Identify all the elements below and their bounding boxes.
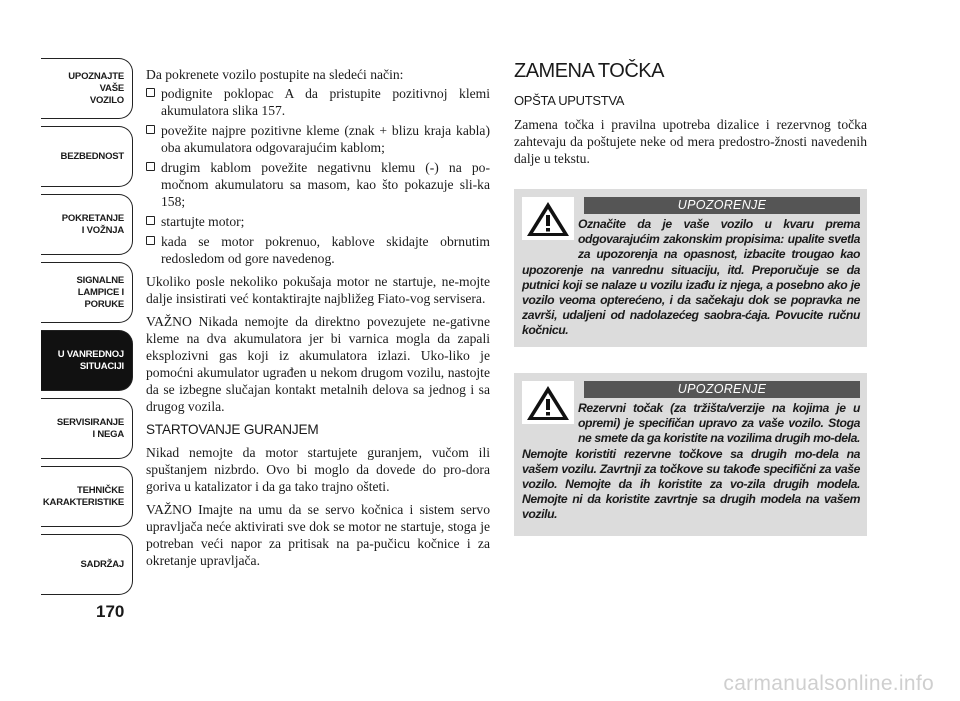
checkbox-bullet-icon	[146, 216, 155, 225]
warning-box	[514, 189, 867, 347]
checkbox-bullet-icon	[146, 162, 155, 171]
warning-triangle-icon	[522, 381, 574, 424]
warning-triangle-icon	[522, 197, 574, 240]
tab-u-vanrednoj-situaciji[interactable]: U VANREDNOJ SITUACIJI	[41, 330, 133, 391]
paragraph-important-battery: VAŽNO Nikada nemojte da direktno povezujete ne-gativne kleme na dva akumulatora jer bi varnica mogla da zapali eksplozivni gas koji iz akumulatora izlazi. Uko-liko je pomoćni akumulator ugrađen u nekom drugom vozilu, nastojte da se izbegne slučajan kontakt metalnih delova sa jednog i sa drugog vozila.	[146, 314, 490, 414]
intro-paragraph: Zamena točka i pravilna upotreba dizalice i rezervnog točka zahtevaju da poštujete neke od mera predostro-žnosti navedenih dalje u tekstu.	[514, 117, 867, 166]
list-item: drugim kablom povežite negativnu klemu (-) na po-močnom akumulatoru sa masom, kao što pokazuje sli-ka 158;	[146, 159, 490, 210]
tab-tehnicke-karakteristike[interactable]: TEHNIČKE KARAKTERISTIKE	[41, 466, 133, 527]
tab-bezbednost[interactable]: BEZBEDNOST	[41, 126, 133, 187]
tab-upoznajte-vase-vozilo[interactable]: UPOZNAJTE VAŠE VOZILO	[41, 58, 133, 119]
paragraph-push-start: Nikad nemojte da motor startujete guranjem, vučom ili spuštanjem nizbrdo. Ovo bi moglo da dovede do pro-dora goriva u katalizator i da ga tako trajno ošteti.	[146, 445, 490, 494]
list-item: povežite najpre pozitivne kleme (znak + blizu kraja kabla) oba akumulatora odgovarajućim kablom;	[146, 122, 490, 156]
right-column	[514, 60, 867, 167]
tab-signalne-lampice[interactable]: SIGNALNE LAMPICE I PORUKE	[41, 262, 133, 323]
tab-pokretanje-i-voznja[interactable]: POKRETANJE I VOŽNJA	[41, 194, 133, 255]
page-title: ZAMENA TOČKA	[514, 60, 664, 82]
checkbox-bullet-icon	[146, 236, 155, 245]
warning-box	[514, 373, 867, 536]
tab-sadrzaj[interactable]: SADRŽAJ	[41, 534, 133, 595]
list-item: startujte motor;	[146, 213, 490, 230]
paragraph-important-servo: VAŽNO Imajte na umu da se servo kočnica i sistem servo upravljača neće aktivirati sve dok se motor ne startuje, stoga je potreban veći napor za pritisak na pa-pučicu kočnice i za okretanje upravljača.	[146, 502, 490, 568]
warning-heading: UPOZORENJE	[584, 381, 860, 398]
list-item: kada se motor pokrenuo, kablove skidajte obrnutim redosledom od gore navedenog.	[146, 233, 490, 267]
warning-text: Rezervni točak (za tržišta/verzije na kojima je u opremi) je specifičan upravo za vaše vozilo. Stoga ne smete da ga koristite na vozilima drugih mo-dela. Nemojte koristiti rezervne točkove sa drugih mo-dela na vašem vozilu. Zavrtnji za točkove su takođe specifični za vaše vozilo. Nemojte da ih koristite za vo-zila drugih modela. Nemojte ni da koristite zavrtnje sa drugih modela na vašem vozilu.	[522, 401, 860, 522]
checkbox-bullet-icon	[146, 125, 155, 134]
list-item: podignite poklopac A da pristupite pozitivnoj klemi akumulatora slika 157.	[146, 85, 490, 119]
checkbox-bullet-icon	[146, 88, 155, 97]
tab-servisiranje-i-nega[interactable]: SERVISIRANJE I NEGA	[41, 398, 133, 459]
section-subtitle: OPŠTA UPUTSTVA	[514, 93, 625, 108]
left-column	[146, 66, 490, 575]
watermark: carmanualsonline.info	[723, 672, 934, 695]
page-number: 170	[96, 602, 125, 621]
paragraph-servicer: Ukoliko posle nekoliko pokušaja motor ne startuje, ne-mojte dalje insistirati već kontaktirajte najbližeg Fiato-vog servisera.	[146, 274, 490, 306]
warning-text: Označite da je vaše vozilo u kvaru prema odgovarajućim zakonskim propisima: upalite svetla za upozorenja na opasnost, izbacite trougao kao upozorenje na vanrednu situaciju, itd. Preporučuje se da putnici koji se nalaze u vozilu izađu iz njega, a posebno ako je vozilo veoma opterećeno, i da sačekaju dok se popravka ne završi, udaljeni od nadolazećeg saobra-ćaja. Povucite ručnu kočnicu.	[522, 217, 860, 338]
warning-heading: UPOZORENJE	[584, 197, 860, 214]
intro-paragraph: Da pokrenete vozilo postupite na sledeći način:	[146, 67, 404, 82]
section-heading-push-start: STARTOVANJE GURANJEM	[146, 422, 319, 437]
